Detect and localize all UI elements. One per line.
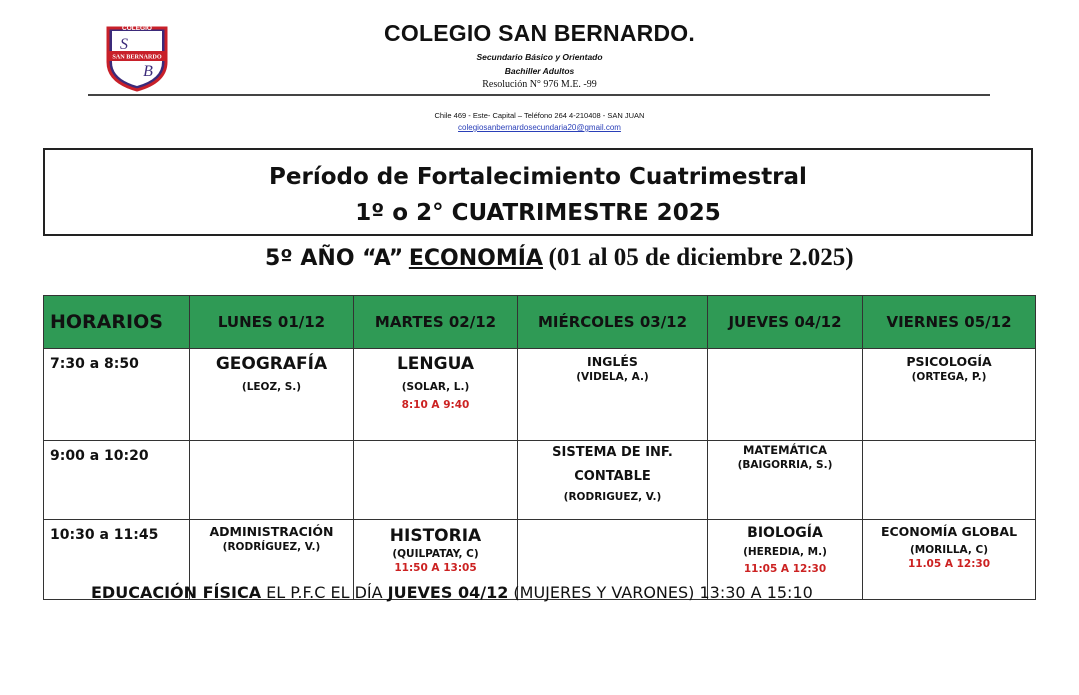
teacher-name: (ORTEGA, P.) — [911, 371, 987, 383]
schedule-cell-empty — [190, 441, 354, 520]
footer-text-2: (MUJERES Y VARONES) 13:30 A 15:10 — [508, 583, 813, 602]
title-box — [43, 148, 1033, 236]
class-time: 11:05 A 12:30 — [743, 563, 827, 575]
footer-text-1: EL P.F.C EL DÍA — [261, 583, 388, 602]
subject-name: GEOGRAFÍA — [215, 354, 328, 374]
course-orientation: ECONOMÍA — [408, 246, 543, 271]
subject-name: MATEMÁTICA — [742, 443, 828, 457]
course-year: 5º AÑO “A” — [265, 246, 404, 271]
subject-name: BIOLOGÍA — [747, 525, 823, 541]
header-miercoles: MIÉRCOLES 03/12 — [518, 296, 708, 349]
subject-name: HISTORIA — [389, 526, 482, 546]
physical-education-note — [91, 583, 813, 602]
header-martes: MARTES 02/12 — [354, 296, 518, 349]
school-address: Chile 469 - Este- Capital – Teléfono 264 4-210408 - SAN JUAN — [434, 111, 645, 120]
teacher-name: (QUILPATAY, C) — [392, 548, 479, 560]
schedule-cell-empty — [354, 441, 518, 520]
footer-subject: EDUCACIÓN FÍSICA — [91, 583, 262, 602]
header-viernes: VIERNES 05/12 — [863, 296, 1036, 349]
class-time: 8:10 A 9:40 — [401, 399, 470, 411]
teacher-name: (MORILLA, C) — [909, 544, 989, 556]
subject-name: PSICOLOGÍA — [906, 354, 992, 369]
logo-letter-b: B — [143, 63, 153, 80]
course-heading — [265, 244, 854, 272]
school-name: COLEGIO SAN BERNARDO. — [384, 20, 695, 46]
teacher-name: (VIDELA, A.) — [576, 371, 649, 383]
header-divider — [88, 94, 990, 96]
resolution-text: Resolución N° 976 M.E. -99 — [482, 79, 597, 90]
class-time: 11:50 A 13:05 — [394, 562, 477, 574]
teacher-name: (LEOZ, S.) — [241, 381, 302, 393]
schedule-header-row — [44, 296, 1036, 349]
schedule-cell-empty — [863, 441, 1036, 520]
logo-band-text: SAN BERNARDO — [112, 53, 162, 61]
footer-day: JUEVES 04/12 — [387, 583, 509, 602]
subject-name: SISTEMA DE INF. CONTABLE — [552, 445, 673, 484]
logo-text-top: COLEGIO — [122, 25, 152, 32]
logo-letter-s: S — [120, 36, 128, 53]
school-subtitle-1: Secundario Básico y Orientado — [476, 52, 603, 62]
subject-name: ADMINISTRACIÓN — [209, 524, 334, 539]
header-lunes: LUNES 01/12 — [190, 296, 354, 349]
title-line-1: Período de Fortalecimiento Cuatrimestral — [269, 164, 807, 190]
teacher-name: (RODRÍGUEZ, V.) — [222, 541, 321, 553]
header-horarios: HORARIOS — [44, 296, 190, 349]
school-email-link[interactable]: colegiosanbernardosecundaria20@gmail.com — [458, 123, 621, 132]
title-line-2: 1º o 2° CUATRIMESTRE 2025 — [355, 200, 721, 226]
teacher-name: (SOLAR, L.) — [401, 381, 470, 393]
subject-name: LENGUA — [396, 354, 475, 374]
subject-name: ECONOMÍA GLOBAL — [880, 524, 1018, 539]
schedule-cell — [190, 349, 354, 441]
header-jueves: JUEVES 04/12 — [708, 296, 863, 349]
table-row — [44, 349, 1036, 441]
time-slot: 10:30 a 11:45 — [44, 520, 190, 600]
schedule-cell — [518, 441, 708, 520]
schedule-cell-empty — [708, 349, 863, 441]
course-dates: (01 al 05 de diciembre 2.025) — [548, 244, 854, 271]
teacher-name: (HEREDIA, M.) — [743, 546, 827, 558]
schedule-cell — [518, 349, 708, 441]
table-row — [44, 441, 1036, 520]
schedule-cell — [354, 349, 518, 441]
time-slot: 9:00 a 10:20 — [44, 441, 190, 520]
class-time: 11.05 A 12:30 — [907, 558, 991, 570]
schedule-table — [43, 295, 1036, 600]
time-slot: 7:30 a 8:50 — [44, 349, 190, 441]
teacher-name: (RODRIGUEZ, V.) — [563, 491, 662, 503]
subject-name: INGLÉS — [587, 354, 638, 369]
teacher-name: (BAIGORRIA, S.) — [737, 459, 833, 471]
schedule-cell — [863, 520, 1036, 600]
schedule-cell — [708, 441, 863, 520]
school-subtitle-2: Bachiller Adultos — [504, 66, 575, 76]
schedule-cell — [863, 349, 1036, 441]
